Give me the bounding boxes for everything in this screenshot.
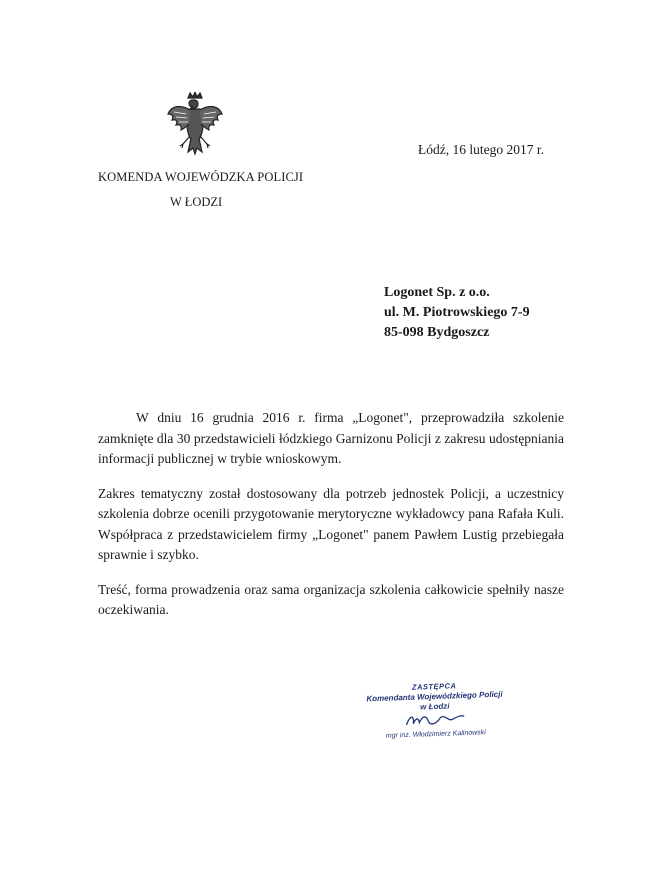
recipient-name: Logonet Sp. z o.o.: [384, 285, 490, 300]
official-stamp: [359, 679, 511, 742]
stamp-rank: ZASTĘPCA: [411, 681, 457, 692]
body-paragraph-1: W dniu 16 grudnia 2016 r. firma „Logonet", przeprowadziła szkolenie zamknięte dla 30 przedstawicieli łódzkiego Garnizonu Policji z zakresu udostępniania informacji publicznej w trybie wnioskowym.: [98, 410, 564, 466]
body-paragraph-2: Zakres tematyczny został dostosowany dla potrzeb jednostek Policji, a uczestnicy szkolenia dobrze ocenili przygotowanie merytoryczne wykładowcy pana Rafała Kuli. Współpraca z przedstawicielem firmy „Logonet" panem Pawłem Lustig przebiegała sprawnie i szybko.: [98, 485, 564, 562]
letter-body: [98, 408, 564, 635]
organization-city: W ŁODZI: [170, 195, 223, 209]
polish-eagle-emblem-icon: [166, 92, 224, 162]
stamp-city: w Łodzi: [420, 701, 450, 712]
recipient-city: 85-098 Bydgoszcz: [384, 325, 490, 340]
recipient-address: [384, 283, 530, 343]
stamp-signatory-name: mgr inż. Włodzimierz Kalinowski: [385, 729, 486, 740]
recipient-street: ul. M. Piotrowskiego 7-9: [384, 305, 530, 320]
organization-name: KOMENDA WOJEWÓDZKA POLICJI: [98, 170, 304, 184]
letter-date: Łódź, 16 lutego 2017 r.: [418, 142, 544, 157]
body-paragraph-3: Treść, forma prowadzenia oraz sama organizacja szkolenia całkowicie spełniły nasze oczekiwania.: [98, 581, 564, 617]
handwritten-signature-icon: [400, 709, 471, 731]
stamp-title: Komendanta Wojewódzkiego Policji: [366, 689, 503, 704]
